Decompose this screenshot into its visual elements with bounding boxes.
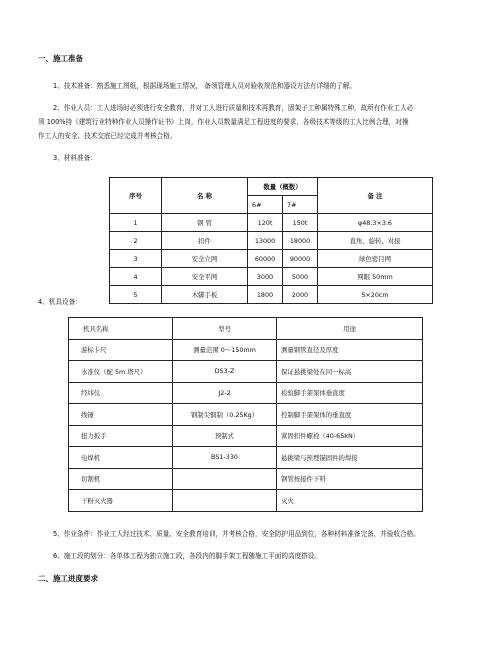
cell-q7: 150t xyxy=(283,214,318,232)
table-row xyxy=(69,490,423,512)
paragraph-material-prep: 3、材料准备： xyxy=(53,154,97,162)
cell-equipment-name: 线锤 xyxy=(69,404,173,426)
table-row xyxy=(110,250,433,268)
cell-q6: 3000 xyxy=(248,268,283,286)
cell-no: 2 xyxy=(110,232,162,250)
cell-q7: 2000 xyxy=(283,286,318,304)
cell-equipment-model: 测量范围 0～150mm xyxy=(173,339,277,361)
cell-name: 安全平网 xyxy=(162,268,248,286)
cell-equipment-model: J2-2 xyxy=(173,382,277,404)
cell-equipment-model: 钢制尖铜制（0.25Kg） xyxy=(173,404,277,426)
equipment-table xyxy=(68,317,423,512)
materials-header-7: 7# xyxy=(283,196,318,214)
cell-equipment-model xyxy=(173,468,277,490)
cell-no: 1 xyxy=(110,214,162,232)
table-row xyxy=(110,268,433,286)
cell-note: φ48.3×3.6 xyxy=(318,214,433,232)
cell-q6: 60000 xyxy=(248,250,283,268)
cell-equipment-use: 测量钢管直径及厚度 xyxy=(277,339,423,361)
cell-name: 木脚手板 xyxy=(162,286,248,304)
cell-name: 钢 管 xyxy=(162,214,248,232)
cell-equipment-model: DS3-Z xyxy=(173,361,277,383)
table-row xyxy=(69,361,423,383)
table-row xyxy=(69,404,423,426)
cell-no: 4 xyxy=(110,268,162,286)
cell-note: 绿色密目网 xyxy=(318,250,433,268)
cell-q6: 1800 xyxy=(248,286,283,304)
cell-equipment-use: 控制脚手架架体的垂直度 xyxy=(277,404,423,426)
equipment-header-model: 型号 xyxy=(173,318,277,340)
table-row xyxy=(69,382,423,404)
table-row xyxy=(69,447,423,469)
table-row xyxy=(69,425,423,447)
cell-equipment-use: 悬挑梁与预埋锚固件的焊接 xyxy=(277,447,423,469)
materials-header-6: 6# xyxy=(248,196,283,214)
table-row xyxy=(110,286,433,304)
cell-note: 5×20cm xyxy=(318,286,433,304)
materials-header-name: 名 称 xyxy=(162,178,248,214)
section-2-title: 二、施工进度要求 xyxy=(38,574,98,583)
table-row xyxy=(69,339,423,361)
cell-no: 3 xyxy=(110,250,162,268)
materials-header-no: 序号 xyxy=(110,178,162,214)
cell-q7: 18000 xyxy=(283,232,318,250)
paragraph-technical-prep: 1、技术准备：熟悉施工图纸，根据现场施工情况， 备领管理人员对验收规范和器设方法有详细的了解。 xyxy=(53,82,357,90)
cell-equipment-model xyxy=(173,490,277,512)
paragraph-equipment: 4、机具设备： xyxy=(38,298,82,306)
table-row xyxy=(110,232,433,250)
cell-equipment-model: 预制式 xyxy=(173,425,277,447)
cell-no: 5 xyxy=(110,286,162,304)
cell-equipment-use: 检验脚手架架体垂直度 xyxy=(277,382,423,404)
section-1-title: 一、施工准备 xyxy=(38,54,83,63)
table-row xyxy=(69,468,423,490)
cell-equipment-use: 保证悬挑梁处在同一标高 xyxy=(277,361,423,383)
cell-q6: 13000 xyxy=(248,232,283,250)
equipment-header-use: 用途 xyxy=(277,318,423,340)
cell-q7: 90000 xyxy=(283,250,318,268)
materials-table xyxy=(109,177,433,304)
cell-equipment-name: 游标卡尺 xyxy=(69,339,173,361)
materials-header-qty: 数量（概数） xyxy=(248,178,318,196)
cell-q7: 5000 xyxy=(283,268,318,286)
paragraph-workers-line2: 须 100%持《建筑行业特种作业人员操作证书》上岗，作业人员数量满足工程进度的要求，各级技术等级的工人比例合理，对操 xyxy=(38,118,409,126)
paragraph-work-sections: 6、施工段的划分：各单体工程为独立施工段，各段内的脚手架工程随施工平面的高度搭设。 xyxy=(53,552,321,560)
cell-name: 安全立网 xyxy=(162,250,248,268)
cell-equipment-name: 扭力扳手 xyxy=(69,425,173,447)
cell-equipment-use: 钢管按接件下料 xyxy=(277,468,423,490)
cell-equipment-name: 水准仪（配 5m 塔尺） xyxy=(69,361,173,383)
cell-equipment-name: 电焊机 xyxy=(69,447,173,469)
materials-header-note: 备 注 xyxy=(318,178,433,214)
cell-q6: 120t xyxy=(248,214,283,232)
paragraph-work-conditions: 5、作业条件：作业工人经过技术、质量、安全教育培训，并考核合格，安全防护用品到位，各种材料准备完备，并验收合格。 xyxy=(53,530,420,538)
equipment-header-name: 机具名称 xyxy=(69,318,173,340)
cell-equipment-name: 经纬仪 xyxy=(69,382,173,404)
paragraph-workers-line1: 2、作业人员：工人进场时必须进行安全教育，并对工人进行质量和技术再教育，固架子工种属特殊工种，故所有作业工人必 xyxy=(53,104,414,112)
cell-equipment-name: 干粉灭火器 xyxy=(69,490,173,512)
cell-equipment-model: BS1-330 xyxy=(173,447,277,469)
cell-name: 扣件 xyxy=(162,232,248,250)
cell-equipment-use: 紧固扣件螺栓（40-65kN） xyxy=(277,425,423,447)
cell-note: 网眼 50mm xyxy=(318,268,433,286)
paragraph-workers-line3: 作工人的安全、技术交底已经完成并考核合格。 xyxy=(38,132,177,140)
cell-equipment-name: 切割机 xyxy=(69,468,173,490)
table-row xyxy=(110,214,433,232)
cell-note: 直角、旋转、对接 xyxy=(318,232,433,250)
cell-equipment-use: 灭火 xyxy=(277,490,423,512)
